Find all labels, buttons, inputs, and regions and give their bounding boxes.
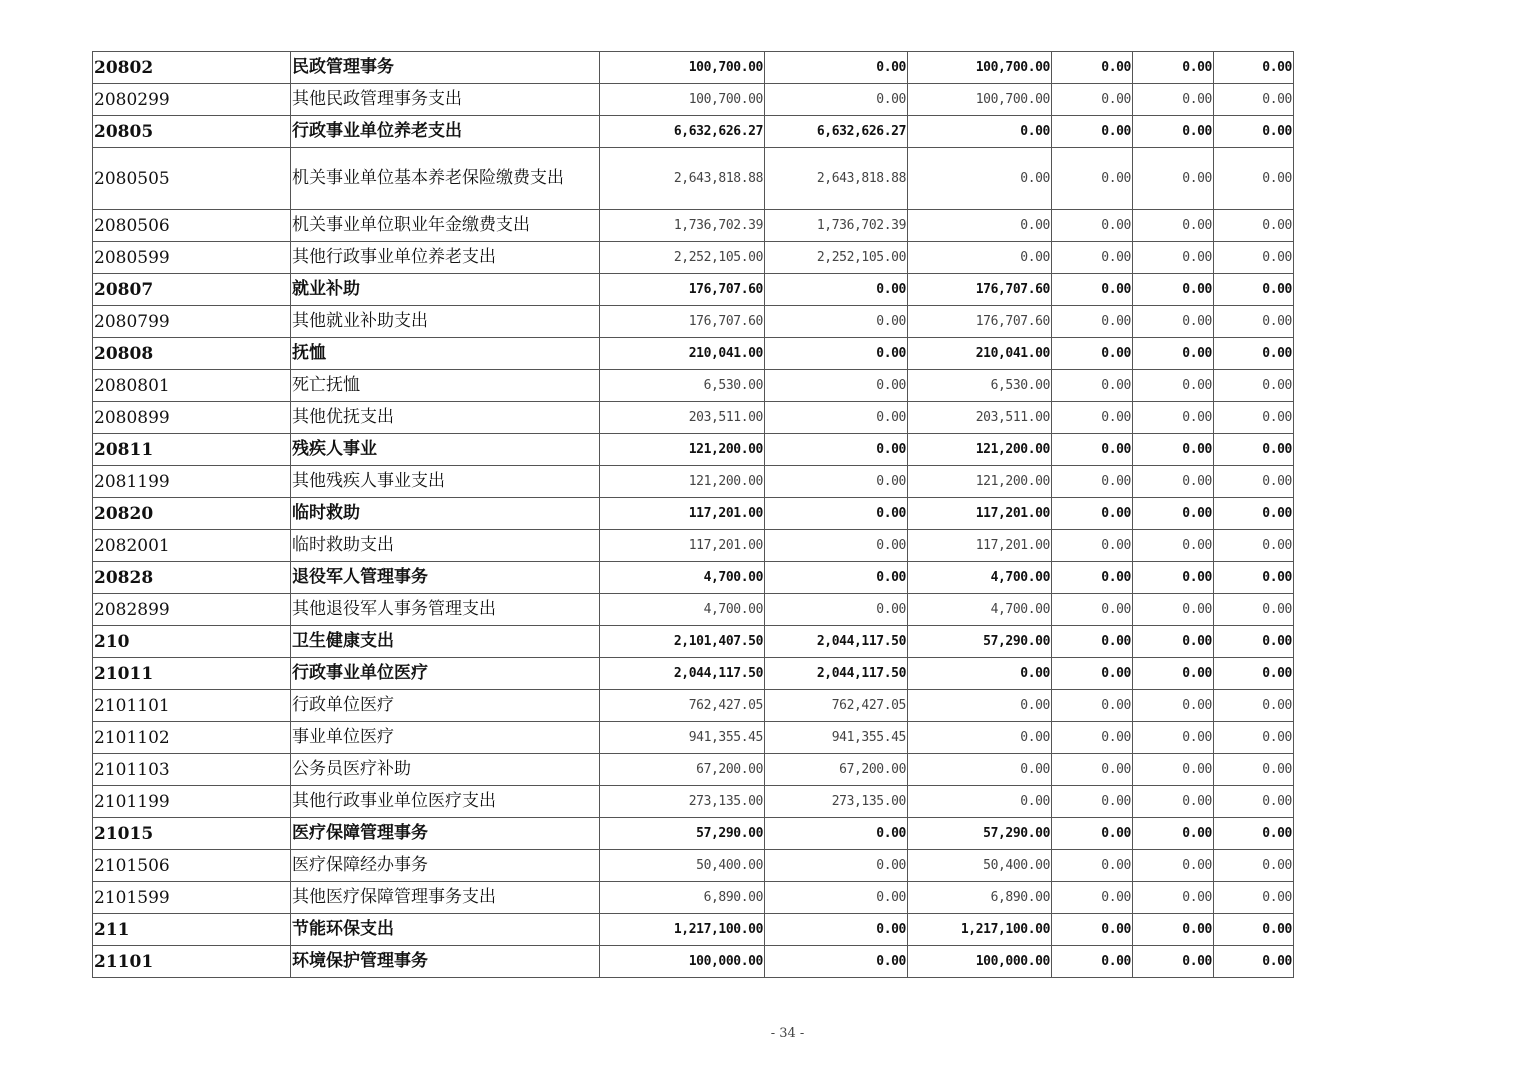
amount-cell: 50,400.00 <box>600 850 765 882</box>
table-row <box>93 658 1294 690</box>
amount-cell: 273,135.00 <box>600 786 765 818</box>
subject-name-cell: 医疗保障经办事务 <box>291 850 600 882</box>
amount-cell: 0.00 <box>765 402 908 434</box>
amount-cell: 0.00 <box>1214 370 1294 402</box>
amount-cell: 0.00 <box>765 594 908 626</box>
subject-code-cell: 2101102 <box>93 722 291 754</box>
subject-name-cell: 卫生健康支出 <box>291 626 600 658</box>
amount-cell: 0.00 <box>1052 850 1133 882</box>
amount-cell: 0.00 <box>1214 402 1294 434</box>
subject-name-cell: 行政事业单位医疗 <box>291 658 600 690</box>
amount-cell: 0.00 <box>1052 786 1133 818</box>
amount-cell: 0.00 <box>765 850 908 882</box>
amount-cell: 0.00 <box>1133 946 1214 978</box>
amount-cell: 0.00 <box>765 498 908 530</box>
subject-name-cell: 其他民政管理事务支出 <box>291 84 600 116</box>
table-row <box>93 690 1294 722</box>
amount-cell: 0.00 <box>1052 148 1133 210</box>
amount-cell: 100,700.00 <box>600 52 765 84</box>
table-row <box>93 914 1294 946</box>
amount-cell: 210,041.00 <box>600 338 765 370</box>
table-row <box>93 370 1294 402</box>
amount-cell: 0.00 <box>1052 402 1133 434</box>
amount-cell: 0.00 <box>765 946 908 978</box>
table-body <box>93 52 1294 978</box>
amount-cell: 0.00 <box>765 562 908 594</box>
subject-name-cell: 抚恤 <box>291 338 600 370</box>
amount-cell: 0.00 <box>1133 242 1214 274</box>
amount-cell: 0.00 <box>765 434 908 466</box>
amount-cell: 0.00 <box>1052 434 1133 466</box>
amount-cell: 2,252,105.00 <box>765 242 908 274</box>
amount-cell: 0.00 <box>1052 914 1133 946</box>
amount-cell: 2,044,117.50 <box>765 658 908 690</box>
table-row <box>93 786 1294 818</box>
subject-code-cell: 21101 <box>93 946 291 978</box>
amount-cell: 57,290.00 <box>600 818 765 850</box>
amount-cell: 6,890.00 <box>600 882 765 914</box>
amount-cell: 67,200.00 <box>600 754 765 786</box>
subject-name-cell: 残疾人事业 <box>291 434 600 466</box>
amount-cell: 0.00 <box>1214 274 1294 306</box>
amount-cell: 117,201.00 <box>600 530 765 562</box>
amount-cell: 0.00 <box>765 52 908 84</box>
amount-cell: 100,000.00 <box>908 946 1052 978</box>
amount-cell: 0.00 <box>1133 658 1214 690</box>
amount-cell: 0.00 <box>1133 52 1214 84</box>
amount-cell: 0.00 <box>1214 754 1294 786</box>
amount-cell: 0.00 <box>1052 242 1133 274</box>
amount-cell: 941,355.45 <box>765 722 908 754</box>
subject-code-cell: 2082899 <box>93 594 291 626</box>
amount-cell: 0.00 <box>1133 402 1214 434</box>
subject-code-cell: 2082001 <box>93 530 291 562</box>
amount-cell: 0.00 <box>1052 52 1133 84</box>
amount-cell: 0.00 <box>1133 562 1214 594</box>
amount-cell: 0.00 <box>1133 466 1214 498</box>
subject-code-cell: 2101199 <box>93 786 291 818</box>
subject-name-cell: 其他医疗保障管理事务支出 <box>291 882 600 914</box>
amount-cell: 0.00 <box>1052 626 1133 658</box>
amount-cell: 4,700.00 <box>600 562 765 594</box>
amount-cell: 0.00 <box>1052 338 1133 370</box>
amount-cell: 100,700.00 <box>908 84 1052 116</box>
subject-name-cell: 医疗保障管理事务 <box>291 818 600 850</box>
amount-cell: 0.00 <box>1214 530 1294 562</box>
subject-code-cell: 211 <box>93 914 291 946</box>
subject-code-cell: 21015 <box>93 818 291 850</box>
subject-name-cell: 节能环保支出 <box>291 914 600 946</box>
subject-code-cell: 2080299 <box>93 84 291 116</box>
subject-name-cell: 其他残疾人事业支出 <box>291 466 600 498</box>
amount-cell: 0.00 <box>1052 722 1133 754</box>
amount-cell: 6,530.00 <box>908 370 1052 402</box>
amount-cell: 6,632,626.27 <box>765 116 908 148</box>
amount-cell: 0.00 <box>1052 594 1133 626</box>
amount-cell: 0.00 <box>1214 946 1294 978</box>
amount-cell: 0.00 <box>765 818 908 850</box>
amount-cell: 0.00 <box>1214 562 1294 594</box>
amount-cell: 6,632,626.27 <box>600 116 765 148</box>
subject-code-cell: 2101599 <box>93 882 291 914</box>
subject-code-cell: 2080799 <box>93 306 291 338</box>
table-row <box>93 274 1294 306</box>
amount-cell: 0.00 <box>1052 116 1133 148</box>
amount-cell: 121,200.00 <box>908 434 1052 466</box>
subject-code-cell: 2080599 <box>93 242 291 274</box>
amount-cell: 0.00 <box>1133 306 1214 338</box>
subject-code-cell: 21011 <box>93 658 291 690</box>
amount-cell: 0.00 <box>1052 466 1133 498</box>
subject-name-cell: 公务员医疗补助 <box>291 754 600 786</box>
amount-cell: 0.00 <box>1214 626 1294 658</box>
table-row <box>93 626 1294 658</box>
amount-cell: 2,101,407.50 <box>600 626 765 658</box>
amount-cell: 203,511.00 <box>600 402 765 434</box>
subject-name-cell: 机关事业单位职业年金缴费支出 <box>291 210 600 242</box>
amount-cell: 0.00 <box>1214 338 1294 370</box>
amount-cell: 0.00 <box>1052 690 1133 722</box>
amount-cell: 0.00 <box>1133 148 1214 210</box>
amount-cell: 0.00 <box>1133 850 1214 882</box>
subject-name-cell: 民政管理事务 <box>291 52 600 84</box>
amount-cell: 0.00 <box>765 338 908 370</box>
amount-cell: 0.00 <box>1214 84 1294 116</box>
amount-cell: 176,707.60 <box>908 274 1052 306</box>
table-row <box>93 210 1294 242</box>
amount-cell: 4,700.00 <box>908 562 1052 594</box>
amount-cell: 0.00 <box>1214 434 1294 466</box>
subject-code-cell: 20807 <box>93 274 291 306</box>
amount-cell: 6,530.00 <box>600 370 765 402</box>
subject-code-cell: 2101506 <box>93 850 291 882</box>
table-row <box>93 946 1294 978</box>
amount-cell: 0.00 <box>1052 530 1133 562</box>
table-row <box>93 882 1294 914</box>
subject-name-cell: 死亡抚恤 <box>291 370 600 402</box>
amount-cell: 0.00 <box>1052 498 1133 530</box>
table-row <box>93 242 1294 274</box>
amount-cell: 50,400.00 <box>908 850 1052 882</box>
amount-cell: 0.00 <box>908 690 1052 722</box>
amount-cell: 0.00 <box>765 306 908 338</box>
subject-name-cell: 其他优抚支出 <box>291 402 600 434</box>
subject-name-cell: 环境保护管理事务 <box>291 946 600 978</box>
amount-cell: 0.00 <box>765 84 908 116</box>
amount-cell: 0.00 <box>1214 306 1294 338</box>
amount-cell: 57,290.00 <box>908 626 1052 658</box>
amount-cell: 0.00 <box>908 210 1052 242</box>
amount-cell: 0.00 <box>1052 274 1133 306</box>
amount-cell: 0.00 <box>765 370 908 402</box>
amount-cell: 0.00 <box>1052 658 1133 690</box>
subject-code-cell: 2080899 <box>93 402 291 434</box>
amount-cell: 0.00 <box>1214 498 1294 530</box>
amount-cell: 0.00 <box>1214 594 1294 626</box>
amount-cell: 0.00 <box>1052 370 1133 402</box>
page-number: - 34 - <box>770 1026 805 1041</box>
amount-cell: 0.00 <box>908 658 1052 690</box>
table-row <box>93 754 1294 786</box>
subject-code-cell: 2080505 <box>93 148 291 210</box>
amount-cell: 100,000.00 <box>600 946 765 978</box>
table-row <box>93 498 1294 530</box>
table-row <box>93 594 1294 626</box>
amount-cell: 0.00 <box>765 882 908 914</box>
amount-cell: 117,201.00 <box>908 498 1052 530</box>
amount-cell: 176,707.60 <box>908 306 1052 338</box>
table-row <box>93 434 1294 466</box>
amount-cell: 0.00 <box>1214 242 1294 274</box>
amount-cell: 121,200.00 <box>600 434 765 466</box>
amount-cell: 2,044,117.50 <box>765 626 908 658</box>
subject-code-cell: 2080506 <box>93 210 291 242</box>
amount-cell: 0.00 <box>1133 84 1214 116</box>
amount-cell: 4,700.00 <box>600 594 765 626</box>
table-row <box>93 562 1294 594</box>
table-row <box>93 530 1294 562</box>
subject-name-cell: 其他就业补助支出 <box>291 306 600 338</box>
amount-cell: 0.00 <box>1133 274 1214 306</box>
amount-cell: 2,643,818.88 <box>600 148 765 210</box>
amount-cell: 100,700.00 <box>908 52 1052 84</box>
subject-name-cell: 临时救助 <box>291 498 600 530</box>
subject-name-cell: 行政事业单位养老支出 <box>291 116 600 148</box>
table-row <box>93 466 1294 498</box>
table-row <box>93 306 1294 338</box>
subject-name-cell: 就业补助 <box>291 274 600 306</box>
amount-cell: 0.00 <box>1214 882 1294 914</box>
amount-cell: 4,700.00 <box>908 594 1052 626</box>
subject-name-cell: 其他行政事业单位养老支出 <box>291 242 600 274</box>
amount-cell: 0.00 <box>1133 690 1214 722</box>
amount-cell: 0.00 <box>765 530 908 562</box>
amount-cell: 6,890.00 <box>908 882 1052 914</box>
subject-code-cell: 20811 <box>93 434 291 466</box>
amount-cell: 0.00 <box>765 914 908 946</box>
amount-cell: 1,736,702.39 <box>600 210 765 242</box>
amount-cell: 0.00 <box>1052 818 1133 850</box>
amount-cell: 0.00 <box>1052 754 1133 786</box>
subject-code-cell: 20802 <box>93 52 291 84</box>
amount-cell: 1,736,702.39 <box>765 210 908 242</box>
table-row <box>93 818 1294 850</box>
amount-cell: 0.00 <box>908 148 1052 210</box>
amount-cell: 0.00 <box>908 754 1052 786</box>
amount-cell: 0.00 <box>908 722 1052 754</box>
amount-cell: 762,427.05 <box>765 690 908 722</box>
subject-name-cell: 机关事业单位基本养老保险缴费支出 <box>291 148 600 210</box>
amount-cell: 0.00 <box>908 116 1052 148</box>
amount-cell: 0.00 <box>765 274 908 306</box>
amount-cell: 0.00 <box>1214 116 1294 148</box>
amount-cell: 2,643,818.88 <box>765 148 908 210</box>
amount-cell: 0.00 <box>1052 306 1133 338</box>
amount-cell: 0.00 <box>1133 914 1214 946</box>
amount-cell: 0.00 <box>1214 466 1294 498</box>
amount-cell: 0.00 <box>1133 786 1214 818</box>
amount-cell: 0.00 <box>1133 594 1214 626</box>
amount-cell: 0.00 <box>1052 946 1133 978</box>
subject-code-cell: 20820 <box>93 498 291 530</box>
subject-code-cell: 20805 <box>93 116 291 148</box>
amount-cell: 0.00 <box>1133 722 1214 754</box>
table-row <box>93 84 1294 116</box>
subject-code-cell: 20828 <box>93 562 291 594</box>
amount-cell: 0.00 <box>908 786 1052 818</box>
amount-cell: 0.00 <box>1214 722 1294 754</box>
amount-cell: 0.00 <box>1133 116 1214 148</box>
amount-cell: 0.00 <box>1214 914 1294 946</box>
amount-cell: 941,355.45 <box>600 722 765 754</box>
amount-cell: 0.00 <box>1133 210 1214 242</box>
table-row <box>93 722 1294 754</box>
amount-cell: 762,427.05 <box>600 690 765 722</box>
amount-cell: 1,217,100.00 <box>908 914 1052 946</box>
subject-name-cell: 其他退役军人事务管理支出 <box>291 594 600 626</box>
amount-cell: 203,511.00 <box>908 402 1052 434</box>
amount-cell: 0.00 <box>908 242 1052 274</box>
amount-cell: 2,044,117.50 <box>600 658 765 690</box>
amount-cell: 0.00 <box>1052 882 1133 914</box>
subject-name-cell: 行政单位医疗 <box>291 690 600 722</box>
subject-name-cell: 临时救助支出 <box>291 530 600 562</box>
amount-cell: 0.00 <box>1133 882 1214 914</box>
amount-cell: 0.00 <box>1133 434 1214 466</box>
amount-cell: 176,707.60 <box>600 274 765 306</box>
amount-cell: 0.00 <box>1214 690 1294 722</box>
amount-cell: 100,700.00 <box>600 84 765 116</box>
amount-cell: 0.00 <box>1052 210 1133 242</box>
amount-cell: 0.00 <box>1214 148 1294 210</box>
subject-name-cell: 事业单位医疗 <box>291 722 600 754</box>
subject-code-cell: 210 <box>93 626 291 658</box>
amount-cell: 0.00 <box>1214 786 1294 818</box>
amount-cell: 0.00 <box>1133 626 1214 658</box>
subject-name-cell: 其他行政事业单位医疗支出 <box>291 786 600 818</box>
amount-cell: 121,200.00 <box>908 466 1052 498</box>
amount-cell: 0.00 <box>1214 210 1294 242</box>
amount-cell: 0.00 <box>1214 818 1294 850</box>
amount-cell: 2,252,105.00 <box>600 242 765 274</box>
amount-cell: 0.00 <box>1133 530 1214 562</box>
amount-cell: 0.00 <box>1214 52 1294 84</box>
amount-cell: 0.00 <box>1133 754 1214 786</box>
amount-cell: 0.00 <box>1052 562 1133 594</box>
table-row <box>93 402 1294 434</box>
subject-code-cell: 2101103 <box>93 754 291 786</box>
subject-code-cell: 2101101 <box>93 690 291 722</box>
amount-cell: 0.00 <box>1214 658 1294 690</box>
amount-cell: 0.00 <box>1133 338 1214 370</box>
amount-cell: 176,707.60 <box>600 306 765 338</box>
table-row <box>93 52 1294 84</box>
budget-expenditure-table <box>92 51 1294 978</box>
amount-cell: 67,200.00 <box>765 754 908 786</box>
amount-cell: 117,201.00 <box>908 530 1052 562</box>
amount-cell: 0.00 <box>1214 850 1294 882</box>
table-row <box>93 850 1294 882</box>
table-row <box>93 116 1294 148</box>
amount-cell: 117,201.00 <box>600 498 765 530</box>
amount-cell: 1,217,100.00 <box>600 914 765 946</box>
subject-code-cell: 2080801 <box>93 370 291 402</box>
amount-cell: 210,041.00 <box>908 338 1052 370</box>
amount-cell: 0.00 <box>1133 370 1214 402</box>
amount-cell: 0.00 <box>1133 498 1214 530</box>
subject-code-cell: 20808 <box>93 338 291 370</box>
amount-cell: 57,290.00 <box>908 818 1052 850</box>
subject-code-cell: 2081199 <box>93 466 291 498</box>
amount-cell: 0.00 <box>765 466 908 498</box>
table-row <box>93 338 1294 370</box>
subject-name-cell: 退役军人管理事务 <box>291 562 600 594</box>
amount-cell: 273,135.00 <box>765 786 908 818</box>
table-row <box>93 148 1294 210</box>
amount-cell: 0.00 <box>1052 84 1133 116</box>
amount-cell: 0.00 <box>1133 818 1214 850</box>
amount-cell: 121,200.00 <box>600 466 765 498</box>
